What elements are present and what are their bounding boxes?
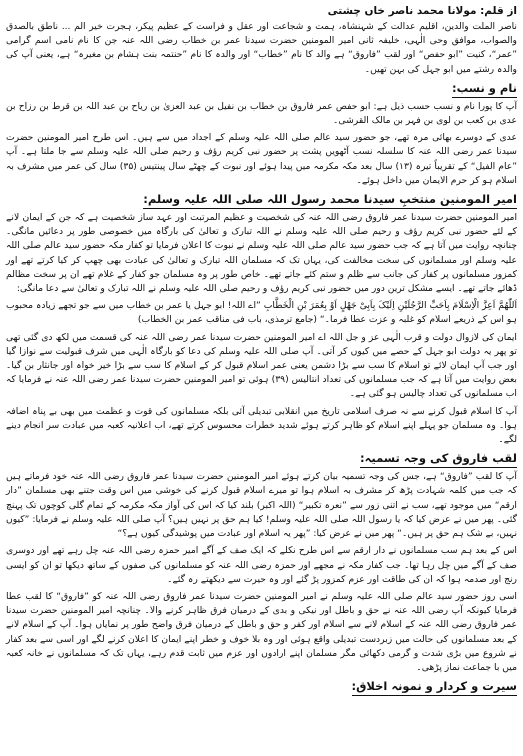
paragraph: عدی کے دوسرے بھائی مرہ تھے، جو حضور سید عالم صلی اللہ علیہ وسلم کے اجداد میں سے ہیں۔ اس طرح امیر المومنین حضرت سیدنا عمر رضی اللہ عنہ کا سلسلہ نسب آٹھویں پشت پر حضور نبی کریم رؤف و رحیم صلی اللہ علیہ وسلم سے جا ملتا ہے۔ آپ ”عام الفیل“ کے تقریباً تیرہ (۱۳) سال بعد مکہ مکرمہ میں پیدا ہوئے اور نبوت کے چھٹے سال پینتیس (۳۵) سال کی عمر میں مشرف بہ اسلام ہو کر حرم الایمان میں داخل ہوئے۔ <box>6 132 517 186</box>
section-heading-farooq: لقب فاروق کی وجہ تسمیہ: <box>360 450 517 468</box>
paragraph: اسی روز حضور سید عالم صلی اللہ علیہ وسلم نے امیر المومنین حضرت سیدنا عمر فاروق رضی اللہ عنہ کو ”فاروق“ کا لقب عطا فرمایا کیونکہ آپ رضی اللہ عنہ نے حق و باطل اور نیکی و بدی کے درمیان فرق ظاہر کرنے والا۔ چنانچہ امیر المومنین حضرت سیدنا عمر فاروق رضی اللہ عنہ کے اسلام لانے سے اسلام اور کفر و حق و باطل کے درمیان فرق واضح طور پر نمایاں ہوا۔ آپ کے اسلام لانے کے بعد مسلمانوں کی حالت میں زبردست تبدیلی واقع ہوئی اور وہ بلا خوف و خطر اپنے ایمان کا اعلان کرنے لگے اور اسی سے بعد کفار نے شروع میں بڑی شدت و گرمی دکھائی مگر مسلمان اپنے ارادوں اور عزم میں ثابت قدم رہے، یہاں تک کہ مسلمانوں نے خانہ کعبہ میں با جماعت نماز پڑھی۔ <box>6 590 517 673</box>
section-heading-lineage: نام و نسب: <box>452 80 517 98</box>
paragraph: امیر المومنین حضرت سیدنا عمر فاروق رضی اللہ عنہ کی شخصیت و عظیم المرتبت اور عہد ساز شخصیت ہے کہ جن کے ایمان لانے کے لئے حضور نبی کریم رؤف و رحیم صلی اللہ علیہ وسلم نے اللہ تبارک و تعالیٰ کی بارگاہ میں خصوصی طور پر دعائیں مانگی۔ چنانچہ روایت میں آتا ہے کہ جب حضور سید عالم صلی اللہ علیہ وسلم نے نبوت کا اعلان فرمایا تو کفار مکہ حضور سید عالم صلی اللہ علیہ وسلم اور مسلمانوں کی سخت مخالفت کی، یہاں تک کہ مسلمان اللہ تبارک و تعالیٰ کی عبادت بھی چھپ کر کیا کرتے تھے اور کمزور مسلمانوں پر کفار کی جانب سے ظلم و ستم کئے جاتے تھے۔ خاص طور پر وہ مسلمان جو کفار کے غلام تھے ان پر سخت مظالم ڈھائے جاتے تھے۔ ایسے مشکل ترین دور میں حضور نبی کریم رؤف و رحیم صلی اللہ علیہ وسلم نے اللہ تبارک و تعالیٰ سے دعا مانگی: <box>6 212 517 295</box>
section-heading-character: سیرت و کردار و نمونہ اخلاق: <box>352 678 517 696</box>
paragraph: آپ کا اسلام قبول کرنے سے نہ صرف اسلامی تاریخ میں انقلابی تبدیلی آئی بلکہ مسلمانوں کی قوت و عظمت میں بھی بے پناہ اضافہ ہوا۔ وہ مسلمان جو پہلے اپنے اسلام کو ظاہر کرتے ہوئے شدید خطرات محسوس کرتے تھے، اب اعلانیہ کعبہ میں عبادت سر انجام دینے لگے۔ <box>6 405 517 446</box>
arabic-dua-paragraph: اَللّٰھُمَّ اَعِزَّ الْاِسْلَامَ بِاَحَبِّ الرَّجُلَیْنِ اِلَیْکَ بِاَبِیْ جَھْلٍ اَوْ بِعُمَرَ بْنِ الْخَطَّابِ ”اے اللہ! ابو جہل یا عمر بن خطاب میں سے جو تجھے زیادہ محبوب ہو اس کے ذریعے اسلام کو غلبہ و عزت عطا فرما۔“ (جامع ترمذی، باب فی مناقب عمر بن الخطاب) <box>6 300 517 326</box>
section-heading-chosen: امیر المومنین منتخبِ سیدنا محمد رسول اللہ صلی اللہ علیہ وسلم: <box>143 191 517 209</box>
author-line: از قلم: مولانا محمد ناصر خاں چشتی <box>327 5 517 17</box>
intro-paragraph: ناصر الملت والدین، اقلیم عدالت کے شہنشاہ، ہمت و شجاعت اور عقل و فراست کے عظیم پیکر، ہجرت خیر الم ... ناطق بالصدق والصواب، موافق وحی الٰہی، خلیفہ ثانی امیر المومنین حضرت سیدنا عمر بن خطاب رضی اللہ عنہ جن کا نام نامی اسم گرامی ”عمر“، کنیت ”ابو حفص“ اور لقب ”فاروق“ ہے والد کا نام ”خطاب“ اور والدہ کا نام ”حنتمہ بنت ہشام بن مغیرہ“ ہے، یعنی آپ کی والدہ رشتے میں ابو جہل کی بہن تھیں۔ <box>6 21 517 75</box>
paragraph: آپ کا پورا نام و نسب حسب ذیل ہے: ابو حفص عمر فاروق بن خطاب بن نفیل بن عبد العزیٰ بن ریاح بن عبد اللہ بن قرط بن رزاح بن عدی بن کعب بن لوی بن فہر بن مالک القرشی۔ <box>6 100 517 127</box>
paragraph: ایمان کی لازوال دولت و قرب الٰہی عز و جل اللہ اے امیر المومنین حضرت سیدنا عمر رضی اللہ عنہ کی قسمت میں لکھ دی گئی تھی تو پھر یہ دولت ابو جہل کے حصے میں کیوں کر آتی۔ آپ صلی اللہ علیہ وسلم کی دعا کو بارگاہ الٰہی میں شرف قبولیت سے نوازا گیا اور جب آپ ایمان لائے تو اسلام کا سب سے بڑا دشمن یعنی عمر اسلام قبول کر کے اسلام کا سب سے بڑا خیر خواہ اور جانثار بن گیا۔ بعض روایت میں آتا ہے کہ جب مسلمانوں کی تعداد انتالیس (۳۹) ہوئی تو امیر المومنین حضرت سیدنا عمر رضی اللہ عنہ نے فرمایا کہ اب مسلمانوں کی تعداد چالیس ہو گئی ہے۔ <box>6 331 517 400</box>
paragraph: آپ کا لقب ”فاروق“ ہے، جس کی وجہ تسمیہ بیان کرتے ہوئے امیر المومنین حضرت سیدنا عمر فاروق رضی اللہ عنہ خود فرماتے ہیں کہ جب میں کلمہ شہادت پڑھ کر مشرف بہ اسلام ہوا تو میرے اسلام قبول کرنے کی خوشی میں اس وقت جتنے بھی مسلمان ”دار ارقم“ میں موجود تھے، سب نے اتنی زور سے ”نعرہ تکبیر“ (اللہ اکبر) بلند کیا کہ اس کی آواز مکہ مکرمہ کے تمام گلی کوچوں تک پہنچ گئی۔ پھر میں نے عرض کیا کہ یا رسول اللہ صلی اللہ علیہ وسلم! کیا ہم حق پر نہیں ہیں؟ آپ صلی اللہ علیہ وسلم نے فرمایا: ”کیوں نہیں، بے شک ہم حق پر ہیں۔“ پھر میں نے عرض کیا: ”پھر یہ اسلام اور عبادت میں پوشیدگی کیوں ہے؟“ <box>6 471 517 540</box>
paragraph: اس کے بعد ہم سب مسلمانوں نے دار ارقم سے اس طرح نکلے کہ ایک صف کے آگے امیر حمزہ رضی اللہ عنہ چل رہے تھے اور دوسری صف کے آگے میں چل رہا تھا۔ جب کفار مکہ نے مجھے اور حمزہ رضی اللہ عنہ کو مسلمانوں کی صفوں کے ساتھ دیکھا تو ان کو ایسی رنج اور صدمہ ہوا کہ ان کی طاقت اور عزم کمزور پڑ گئے اور وہ حیرت سے دیکھتے رہ گئے۔ <box>6 545 517 585</box>
